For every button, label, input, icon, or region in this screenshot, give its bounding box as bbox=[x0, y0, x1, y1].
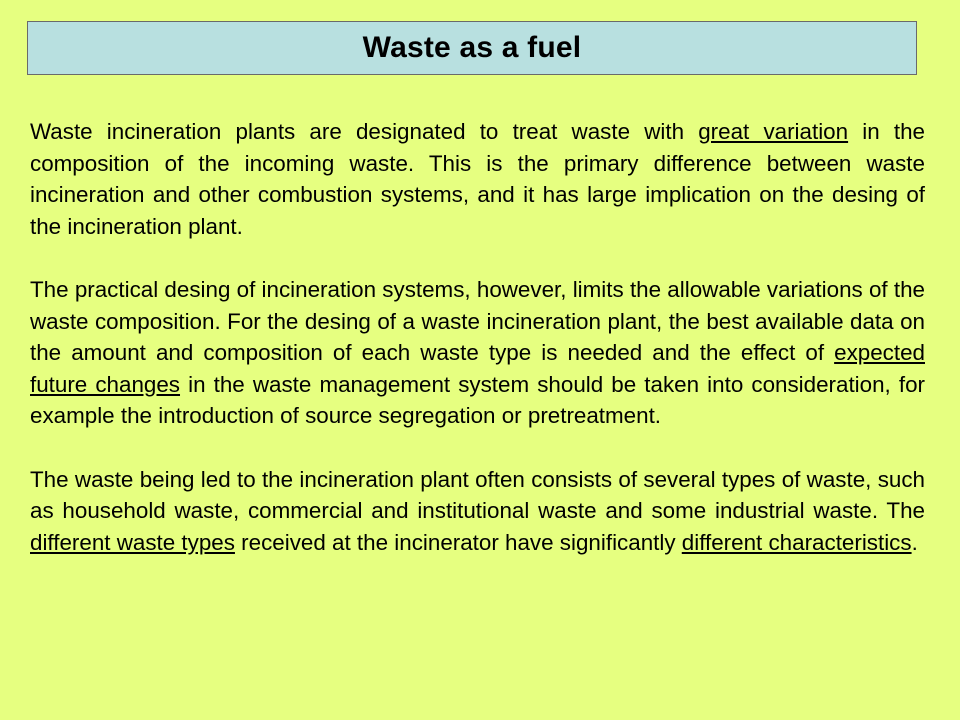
paragraph-2-underlined-1: expected future changes bbox=[30, 340, 925, 397]
paragraph-2 bbox=[30, 274, 925, 432]
paragraph-3-text-2: received at the incinerator have significantly bbox=[234, 529, 682, 555]
paragraph-2-text-1: The practical desing of incineration systems, however, limits the allowable variations of the waste composition. For the desing of a waste incineration plant, the best available data on the amount and composition of each waste type is needed and the effect of bbox=[30, 276, 925, 366]
title-box bbox=[27, 21, 917, 75]
paragraph-3 bbox=[30, 464, 925, 559]
paragraph-3-underlined-1: different waste types bbox=[30, 529, 235, 555]
paragraph-3-text-1: The waste being led to the incineration plant often consists of several types of waste, such as household waste, commercial and institutional waste and some industrial waste. The bbox=[30, 466, 925, 524]
paragraph-1 bbox=[30, 116, 925, 242]
paragraph-1-text-2: in the composition of the incoming waste. This is the primary difference between waste incineration and other combustion systems, and it has large implication on the desing of the incineration plant. bbox=[30, 119, 926, 239]
paragraph-3-underlined-2: different characteristics bbox=[681, 529, 912, 555]
paragraph-3-text-3: . bbox=[911, 529, 918, 555]
slide-title: Waste as a fuel bbox=[362, 31, 582, 64]
paragraph-2-text-2: in the waste management system should be taken into consideration, for example the introduction of source segregation or pretreatment. bbox=[30, 371, 925, 429]
body-content bbox=[30, 116, 925, 558]
paragraph-1-underlined-1: great variation bbox=[698, 119, 849, 144]
paragraph-1-text-1: Waste incineration plants are designated to treat waste with bbox=[30, 119, 699, 144]
